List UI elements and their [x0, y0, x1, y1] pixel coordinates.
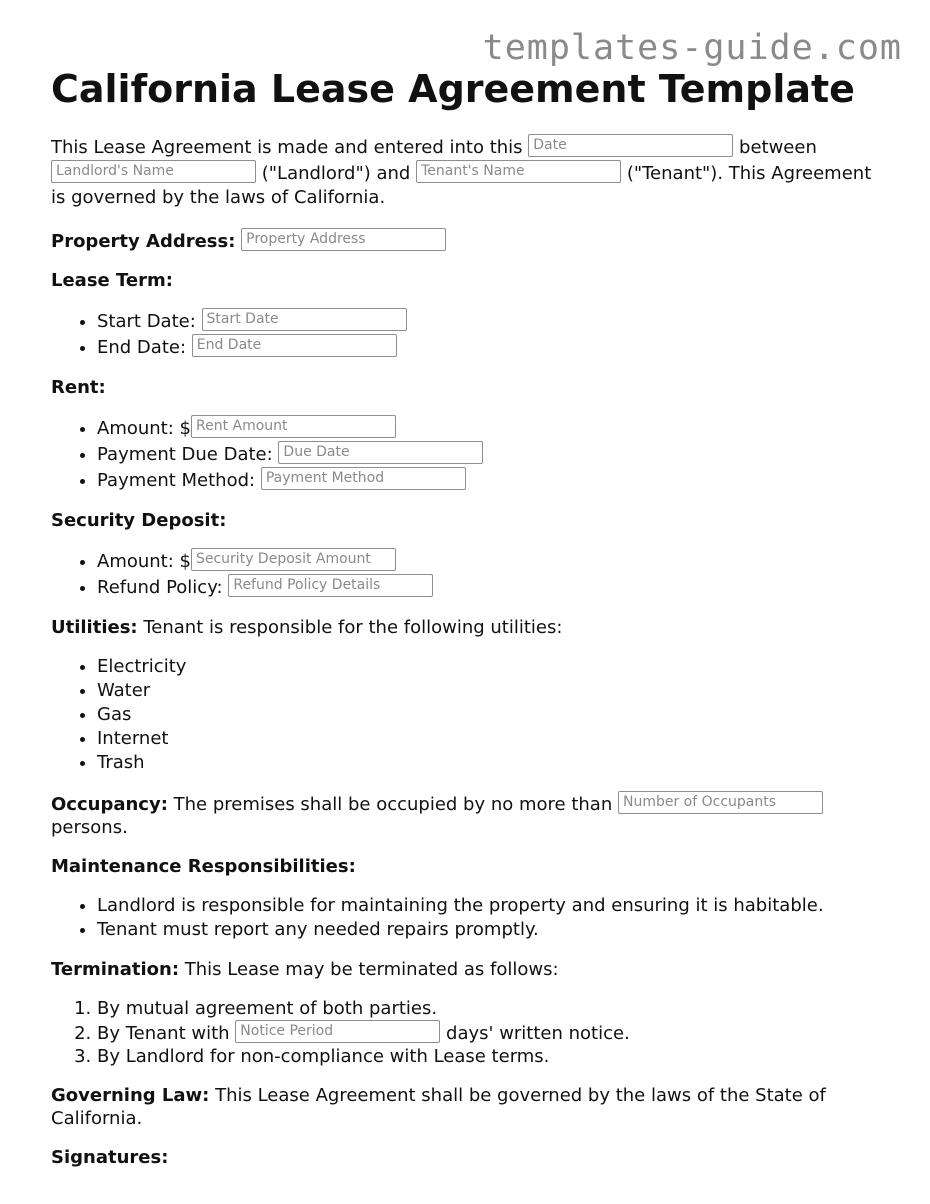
document — [51, 64, 891, 1185]
due-date-label: Payment Due Date: — [97, 444, 273, 465]
termination-label: Termination: — [51, 959, 180, 980]
list-item: 3. By Landlord for non-compliance with Lease terms. — [97, 1045, 891, 1068]
deposit-list — [51, 548, 891, 600]
utilities-list — [51, 655, 891, 775]
due-date-input[interactable]: Due Date — [278, 441, 483, 464]
deposit-heading — [51, 509, 891, 532]
refund-policy-label: Refund Policy: — [97, 577, 223, 598]
list-item: • Landlord is responsible for maintaining the property and ensuring it is habitable. — [97, 894, 891, 918]
page-title: California Lease Agreement Template — [51, 67, 855, 111]
landlord-name-input[interactable]: Landlord's Name — [51, 160, 256, 183]
property-address-row — [51, 228, 891, 253]
rent-list — [51, 415, 891, 493]
lease-term-list — [51, 308, 891, 360]
occupancy-label: Occupancy: — [51, 794, 168, 815]
occupancy-text-1: The premises shall be occupied by no more than — [173, 794, 613, 815]
watermark: templates-guide.com — [482, 28, 902, 68]
lease-term-heading-text: Lease Term: — [51, 270, 173, 291]
list-item — [97, 1020, 891, 1045]
list-item — [97, 574, 891, 600]
maintenance-heading-text: Maintenance Responsibilities: — [51, 856, 356, 877]
payment-method-label: Payment Method: — [97, 470, 256, 491]
notice-text-2: days' written notice. — [446, 1023, 630, 1044]
signatures-heading-text: Signatures: — [51, 1147, 169, 1168]
deposit-amount-label: Amount: $ — [97, 551, 191, 572]
tenant-name-input[interactable]: Tenant's Name — [416, 160, 621, 183]
rent-amount-label: Amount: $ — [97, 418, 191, 439]
list-item: • Internet — [97, 727, 891, 751]
list-item: • Water — [97, 679, 891, 703]
termination-text: This Lease may be terminated as follows: — [184, 959, 559, 980]
governing-law-label: Governing Law: — [51, 1085, 210, 1106]
payment-method-input[interactable]: Payment Method — [261, 467, 466, 490]
occupancy-paragraph — [51, 791, 891, 839]
rent-heading-text: Rent: — [51, 377, 106, 398]
property-address-label: Property Address: — [51, 231, 236, 252]
termination-list — [51, 997, 891, 1068]
utilities-paragraph — [51, 616, 891, 639]
end-date-input[interactable]: End Date — [192, 334, 397, 357]
governing-law-paragraph — [51, 1084, 891, 1130]
intro-text-3: ("Landlord") and — [261, 163, 411, 184]
intro-text-2: between — [739, 137, 817, 158]
refund-policy-input[interactable]: Refund Policy Details — [228, 574, 433, 597]
maintenance-list — [51, 894, 891, 942]
start-date-label: Start Date: — [97, 311, 196, 332]
occupants-input[interactable]: Number of Occupants — [618, 791, 823, 814]
end-date-label: End Date: — [97, 337, 187, 358]
list-item — [97, 548, 891, 574]
termination-paragraph — [51, 958, 891, 981]
date-input[interactable]: Date — [528, 134, 733, 157]
intro-paragraph — [51, 134, 891, 210]
occupancy-text-2: persons. — [51, 817, 128, 838]
list-item — [97, 334, 891, 360]
list-item — [97, 441, 891, 467]
maintenance-heading — [51, 855, 891, 878]
deposit-amount-input[interactable]: Security Deposit Amount — [191, 548, 396, 571]
rent-amount-input[interactable]: Rent Amount — [191, 415, 396, 438]
intro-text-4: ("Tenant"). This Agreement is governed by the laws of California. — [51, 163, 872, 208]
notice-text-1: By Tenant with — [97, 1023, 230, 1044]
start-date-input[interactable]: Start Date — [202, 308, 407, 331]
list-item: • Electricity — [97, 655, 891, 679]
lease-term-heading — [51, 269, 891, 292]
deposit-heading-text: Security Deposit: — [51, 510, 227, 531]
governing-law-text: This Lease Agreement shall be governed by the laws of the State of California. — [51, 1085, 826, 1129]
utilities-text: Tenant is responsible for the following utilities: — [143, 617, 563, 638]
list-item: • Tenant must report any needed repairs promptly. — [97, 918, 891, 942]
intro-text-1: This Lease Agreement is made and entered into this — [51, 137, 523, 158]
list-item — [97, 467, 891, 493]
notice-period-input[interactable]: Notice Period — [235, 1020, 440, 1043]
list-item — [97, 415, 891, 441]
list-item — [97, 308, 891, 334]
signatures-heading — [51, 1146, 891, 1169]
rent-heading — [51, 376, 891, 399]
list-item: • Gas — [97, 703, 891, 727]
list-item: 1. By mutual agreement of both parties. — [97, 997, 891, 1020]
list-item: • Trash — [97, 751, 891, 775]
utilities-label: Utilities: — [51, 617, 138, 638]
property-address-input[interactable]: Property Address — [241, 228, 446, 251]
